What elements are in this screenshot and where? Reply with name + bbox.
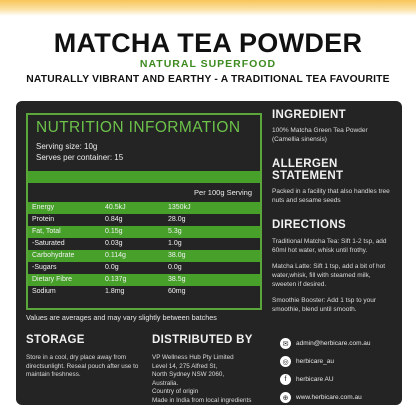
distributor-line: Country of origin	[152, 388, 199, 395]
direction-traditional: Traditional Matcha Tea: Sift 1-2 tsp, add 60ml hot water, whisk until frothy.	[272, 238, 387, 254]
contact-list	[280, 336, 398, 405]
distributor-line: North Sydney NSW 2060,	[152, 371, 225, 378]
per-serving-value: 40.5kJ	[105, 204, 126, 211]
nutrition-row	[28, 262, 260, 274]
email-text: admin@herbicare.com.au	[296, 340, 371, 347]
distributor-heading: DISTRIBUTED BY	[152, 334, 253, 346]
per-serving-value: 0.114g	[105, 252, 126, 259]
nutrient-name: Fat, Total	[32, 228, 61, 235]
allergen-heading: ALLERGEN STATEMENT	[272, 158, 344, 182]
distributor-line: Made in India from local ingredients	[152, 396, 252, 404]
serves-per-container: Serves per container: 15	[36, 153, 124, 162]
instagram-text: herbicare_au	[296, 358, 334, 365]
storage-section	[26, 334, 146, 380]
website-text: www.herbicare.com.au	[296, 394, 362, 401]
nutrient-name: Protein	[32, 216, 55, 223]
per-100g-value: 1350kJ	[168, 204, 191, 211]
per-serving-value: 0.84g	[105, 216, 123, 223]
nutrition-table	[28, 202, 260, 298]
nutrient-name: -Sugars	[32, 264, 57, 271]
product-title: MATCHA TEA POWDER	[53, 28, 363, 58]
per-100g-value: 28.0g	[168, 216, 186, 223]
column-header: Per 100g Serving	[194, 188, 252, 197]
nutrition-row	[28, 202, 260, 214]
direction-smoothie: Smoothie Booster: Add 1 tsp to your smoothie, blend until smooth.	[272, 297, 377, 313]
nutrition-row	[28, 286, 260, 298]
nutrition-row	[28, 238, 260, 250]
per-serving-value: 1.8mg	[105, 288, 125, 295]
per-100g-value: 38.5g	[168, 276, 186, 283]
nutrient-name: Sodium	[32, 288, 56, 295]
nutrient-name: Energy	[32, 204, 55, 211]
nutrient-name: -Saturated	[32, 240, 65, 247]
web-icon: ⊕	[280, 392, 291, 403]
nutrient-name: Dietary Fibre	[32, 276, 73, 283]
nutrition-row	[28, 226, 260, 238]
per-100g-value: 60mg	[168, 288, 186, 295]
distributor-line: Level 14, 275 Alfred St,	[152, 362, 218, 370]
ingredient-heading: INGREDIENT	[272, 109, 346, 121]
per-100g-value: 1.0g	[168, 240, 182, 247]
distributor-line: Australia.	[152, 379, 179, 387]
instagram-icon: ◎	[280, 356, 291, 367]
product-subtitle: NATURAL SUPERFOOD	[139, 58, 277, 70]
product-tagline: NATURALLY VIBRANT AND EARTHY - A TRADITIONAL TEA FAVOURITE	[26, 74, 390, 85]
per-serving-value: 0.03g	[105, 240, 123, 247]
contact-instagram[interactable]	[280, 354, 398, 369]
contact-email[interactable]	[280, 336, 398, 351]
nutrition-row	[28, 250, 260, 262]
right-column	[272, 109, 396, 314]
storage-text: Store in a cool, dry place away from directsunlight. Reseal pouch after use to maintain freshness.	[26, 354, 139, 378]
ingredient-text: 100% Matcha Green Tea Powder (Camellia sinensis)	[272, 127, 368, 143]
nutrient-name: Carbohydrate	[32, 252, 75, 259]
per-serving-value: 0.15g	[105, 228, 123, 235]
per-100g-value: 0.0g	[168, 264, 182, 271]
facebook-icon: f	[280, 374, 291, 385]
storage-heading: STORAGE	[26, 334, 85, 346]
nutrition-row	[28, 214, 260, 226]
directions-heading: DIRECTIONS	[272, 219, 346, 231]
nutrition-title: NUTRITION INFORMATION	[36, 119, 241, 136]
info-panel	[16, 101, 402, 405]
contact-website[interactable]	[280, 390, 398, 405]
distributor-line: VP Wellness Hub Pty Limited	[152, 354, 234, 361]
serving-info	[36, 141, 123, 163]
per-100g-value: 38.0g	[168, 252, 186, 259]
top-accent-bar	[0, 0, 416, 16]
nutrition-row	[28, 274, 260, 286]
allergen-text: Packed in a facility that also handles tree nuts and sesame seeds	[272, 188, 390, 204]
email-icon: ✉	[280, 338, 291, 349]
nutrition-panel	[26, 113, 262, 310]
serving-size: Serving size: 10g	[36, 142, 98, 151]
nutrition-divider-bar	[28, 171, 260, 183]
per-100g-value: 5.3g	[168, 228, 182, 235]
per-serving-value: 0.0g	[105, 264, 119, 271]
facebook-text: herbicare AU	[296, 376, 334, 383]
direction-latte: Matcha Latte: Sift 1 tsp, add a bit of hot water,whisk, fill with steamed milk, sweeten if desired.	[272, 263, 386, 288]
nutrition-footnote: Values are averages and may vary slightly between batches	[26, 313, 217, 322]
per-serving-value: 0.137g	[105, 276, 127, 283]
distributor-address	[152, 354, 272, 405]
distributor-section	[152, 334, 272, 405]
contact-facebook[interactable]	[280, 372, 398, 387]
